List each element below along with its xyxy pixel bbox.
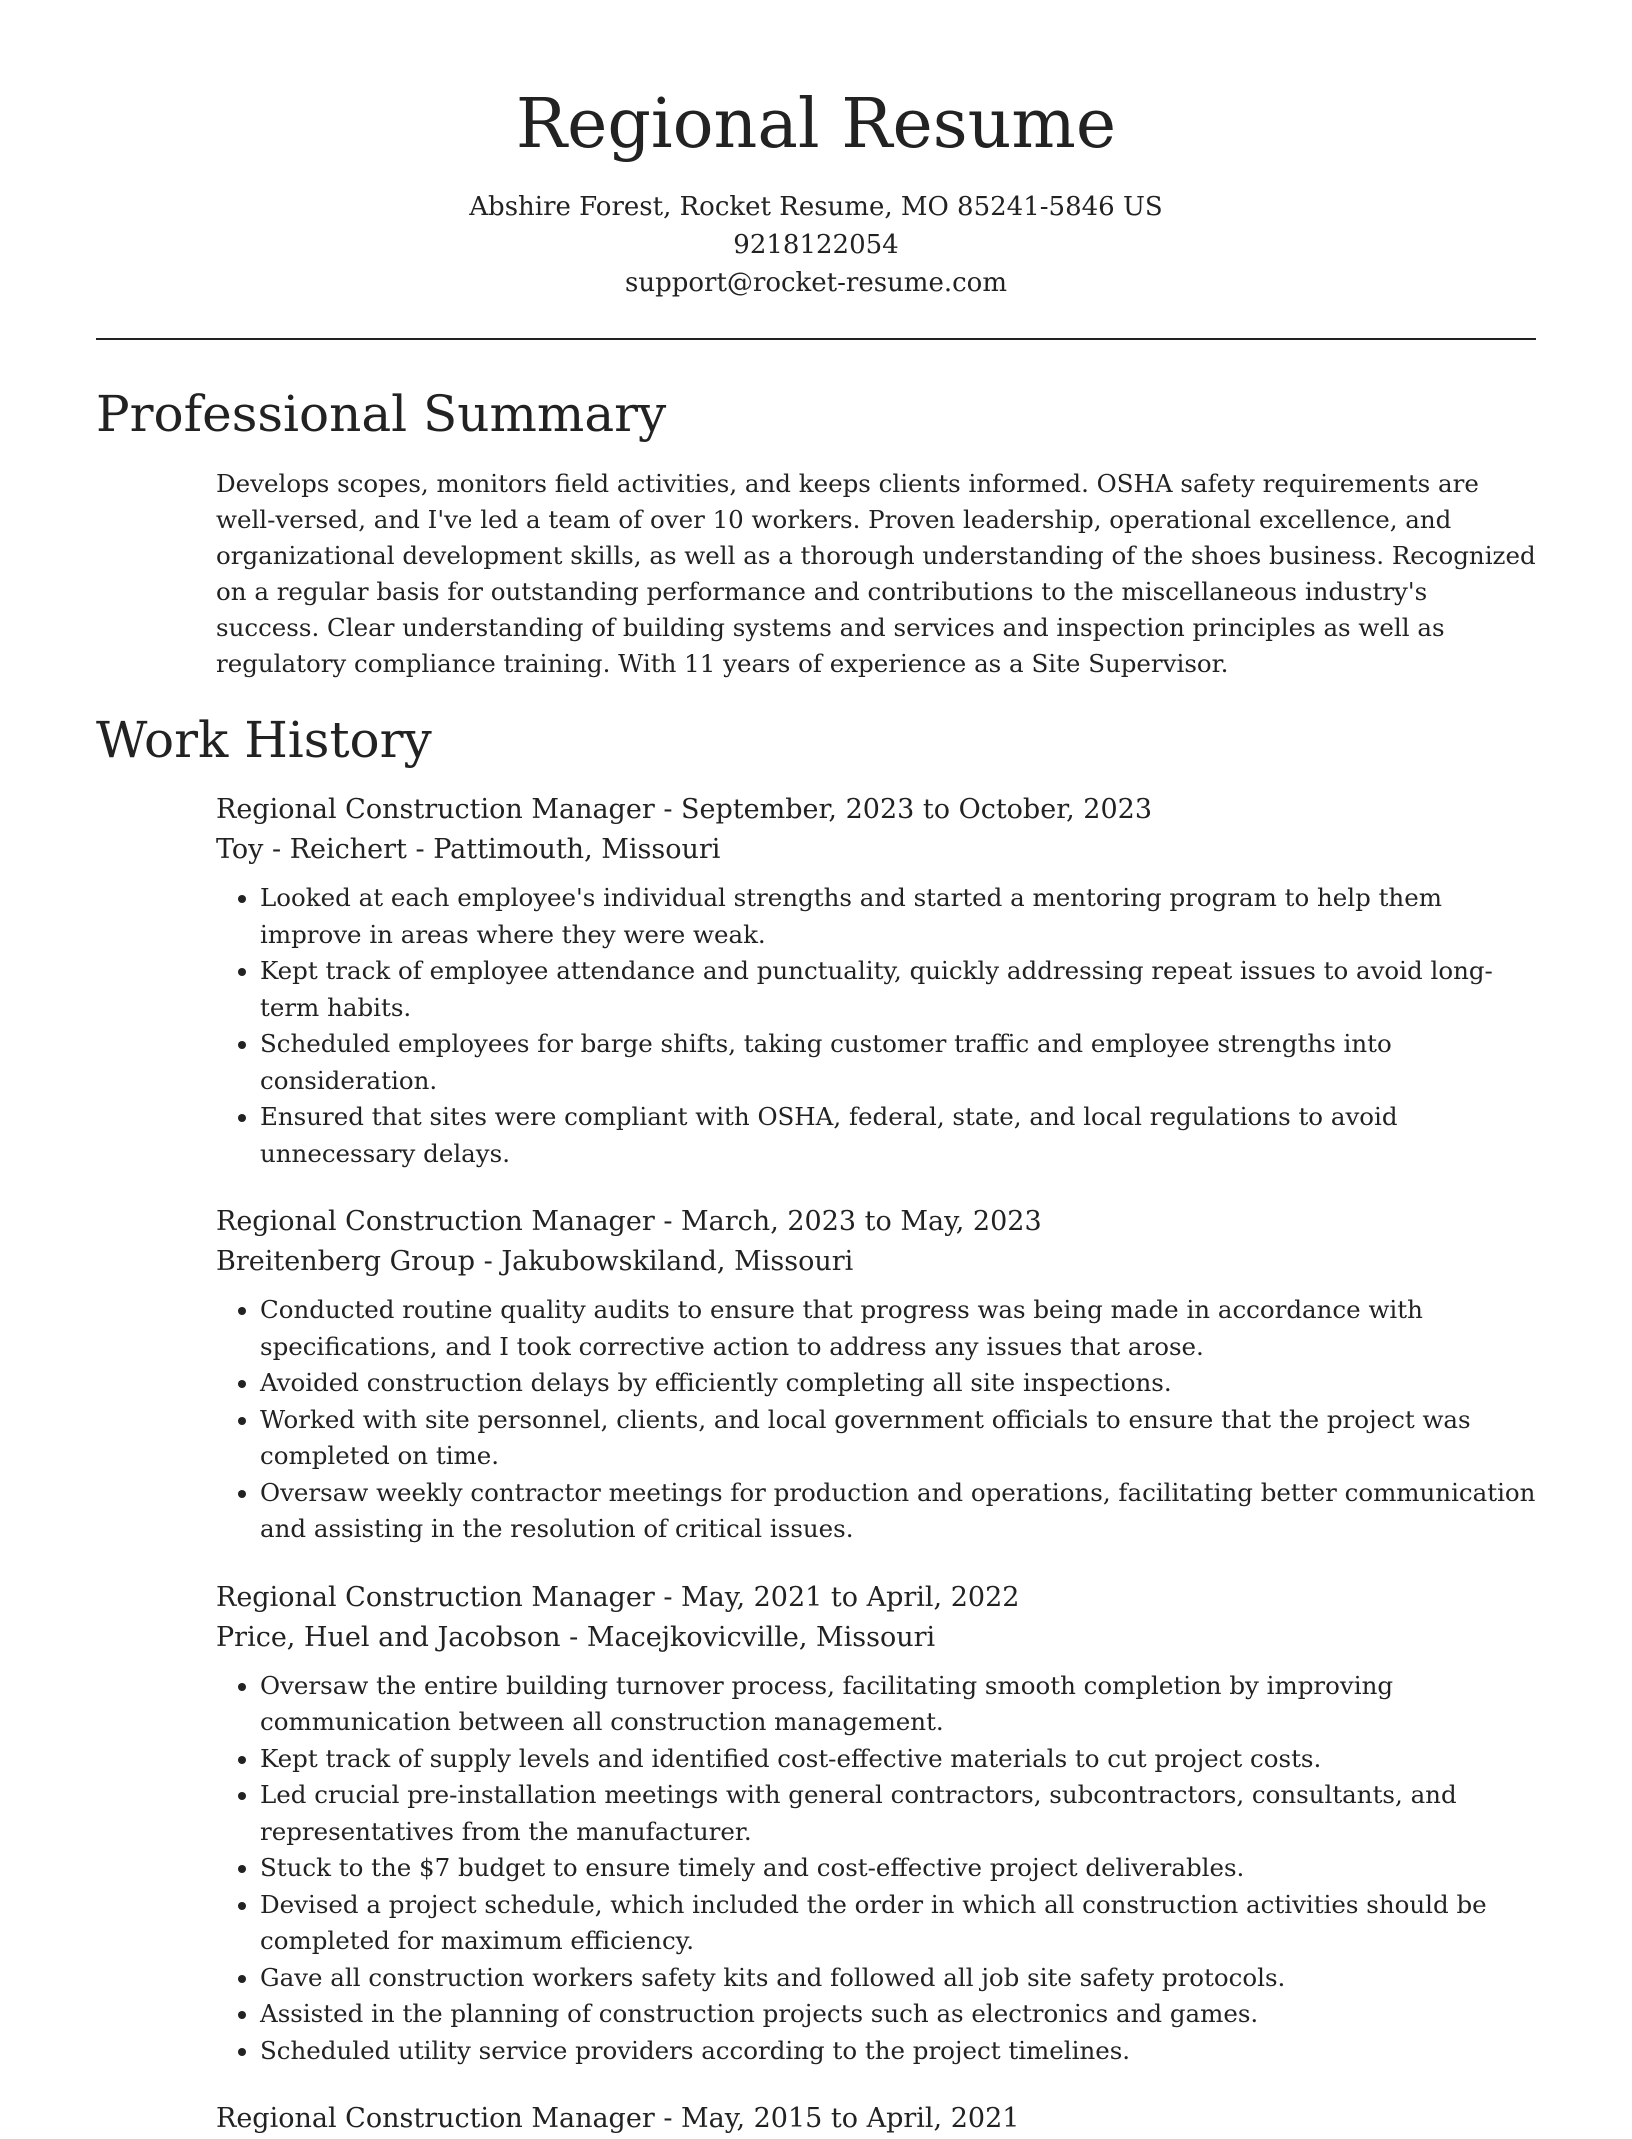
job-bullet-item: • Kept track of employee attendance and punctuality, quickly addressing repeat issues to avoid long-term habits. <box>260 953 1536 1026</box>
work-history-list <box>216 790 1536 2139</box>
job-role: Regional Construction Manager <box>216 794 655 825</box>
job-entry <box>216 2099 1536 2139</box>
job-role: Regional Construction Manager <box>216 1206 655 1237</box>
job-company-line <box>216 830 1536 870</box>
job-separator: - <box>654 1581 682 1613</box>
job-separator: - <box>560 1621 587 1653</box>
job-company-line <box>216 1242 1536 1282</box>
job-bullet-item: • Looked at each employee's individual strengths and started a mentoring program to help them improve in areas where they were weak. <box>260 880 1536 953</box>
job-company: Toy - Reichert <box>216 834 407 865</box>
job-bullet-item: • Assisted in the planning of construction projects such as electronics and games. <box>260 1996 1536 2033</box>
contact-info <box>0 188 1632 302</box>
job-bullet-item: • Devised a project schedule, which included the order in which all construction activities should be completed for maximum efficiency. <box>260 1887 1536 1960</box>
job-bullet-item: • Led crucial pre-installation meetings with general contractors, subcontractors, consultants, and representatives from the manufacturer. <box>260 1777 1536 1850</box>
job-dates: May, 2015 to April, 2021 <box>681 2103 1020 2134</box>
job-separator: - <box>406 834 434 865</box>
contact-address: Abshire Forest, Rocket Resume, MO 85241-5846 US <box>469 192 1163 222</box>
job-bullet-item: • Stuck to the $7 budget to ensure timely and cost-effective project deliverables. <box>260 1850 1536 1887</box>
job-bullet-list <box>216 880 1536 1172</box>
job-location: Pattimouth, Missouri <box>433 834 721 865</box>
job-location: Jakubowskiland, Missouri <box>501 1246 854 1277</box>
contact-email: support@rocket-resume.com <box>624 268 1007 298</box>
contact-phone: 9218122054 <box>733 230 899 260</box>
job-bullet-item: • Conducted routine quality audits to ensure that progress was being made in accordance with specifications, and I took corrective action to address any issues that arose. <box>260 1292 1536 1365</box>
job-company: Price, Huel and Jacobson <box>216 1621 561 1653</box>
job-separator: - <box>654 794 682 825</box>
job-bullet-list <box>216 1668 1536 2070</box>
job-company-line <box>216 1618 1536 1658</box>
job-bullet-item: • Ensured that sites were compliant with OSHA, federal, state, and local regulations to avoid unnecessary delays. <box>260 1099 1536 1172</box>
job-location: Macejkovicville, Missouri <box>586 1621 936 1653</box>
job-bullet-list <box>216 1292 1536 1548</box>
job-separator: - <box>654 2103 682 2134</box>
job-company: Breitenberg Group <box>216 1246 476 1277</box>
job-title-line <box>216 2099 1536 2139</box>
job-separator: - <box>475 1246 502 1277</box>
job-role: Regional Construction Manager <box>216 2103 655 2134</box>
job-title-line <box>216 790 1536 830</box>
resume-name: Regional Resume <box>515 85 1117 164</box>
job-dates: September, 2023 to October, 2023 <box>681 794 1153 825</box>
job-dates: March, 2023 to May, 2023 <box>681 1206 1042 1237</box>
job-entry <box>216 1202 1536 1548</box>
summary-text: Develops scopes, monitors field activities, and keeps clients informed. OSHA safety requirements are well-versed, and I've led a team of over 10 workers. Proven leadership, operational excellence, and organizational development skills, as well as a thorough understanding of the shoes business. Recognized on a regular basis for outstanding performance and contributions to the miscellaneous industry's success. Clear understanding of building systems and services and inspection principles as well as regulatory compliance training. With 11 years of experience as a Site Supervisor. <box>216 469 1536 678</box>
job-title-line <box>216 1578 1536 1618</box>
job-bullet-item: • Scheduled utility service providers according to the project timelines. <box>260 2033 1536 2070</box>
job-bullet-item: • Kept track of supply levels and identified cost-effective materials to cut project costs. <box>260 1741 1536 1778</box>
summary-heading: Professional Summary <box>96 385 667 443</box>
header-divider <box>96 338 1536 340</box>
work-history-heading: Work History <box>96 711 432 769</box>
job-bullet-item: • Gave all construction workers safety kits and followed all job site safety protocols. <box>260 1960 1536 1997</box>
job-entry <box>216 790 1536 1172</box>
resume-header <box>0 0 1632 302</box>
job-bullet-item: • Scheduled employees for barge shifts, taking customer traffic and employee strengths into consideration. <box>260 1026 1536 1099</box>
job-dates: May, 2021 to April, 2022 <box>681 1581 1020 1613</box>
job-separator: - <box>654 1206 682 1237</box>
job-bullet-item: • Oversaw the entire building turnover process, facilitating smooth completion by improving communication between all construction management. <box>260 1668 1536 1741</box>
job-title-line <box>216 1202 1536 1242</box>
job-entry <box>216 1578 1536 2070</box>
job-bullet-item: • Oversaw weekly contractor meetings for production and operations, facilitating better communication and assisting in the resolution of critical issues. <box>260 1475 1536 1548</box>
job-bullet-item: • Worked with site personnel, clients, and local government officials to ensure that the project was completed on time. <box>260 1402 1536 1475</box>
job-bullet-item: • Avoided construction delays by efficiently completing all site inspections. <box>260 1365 1536 1402</box>
job-role: Regional Construction Manager <box>216 1581 655 1613</box>
